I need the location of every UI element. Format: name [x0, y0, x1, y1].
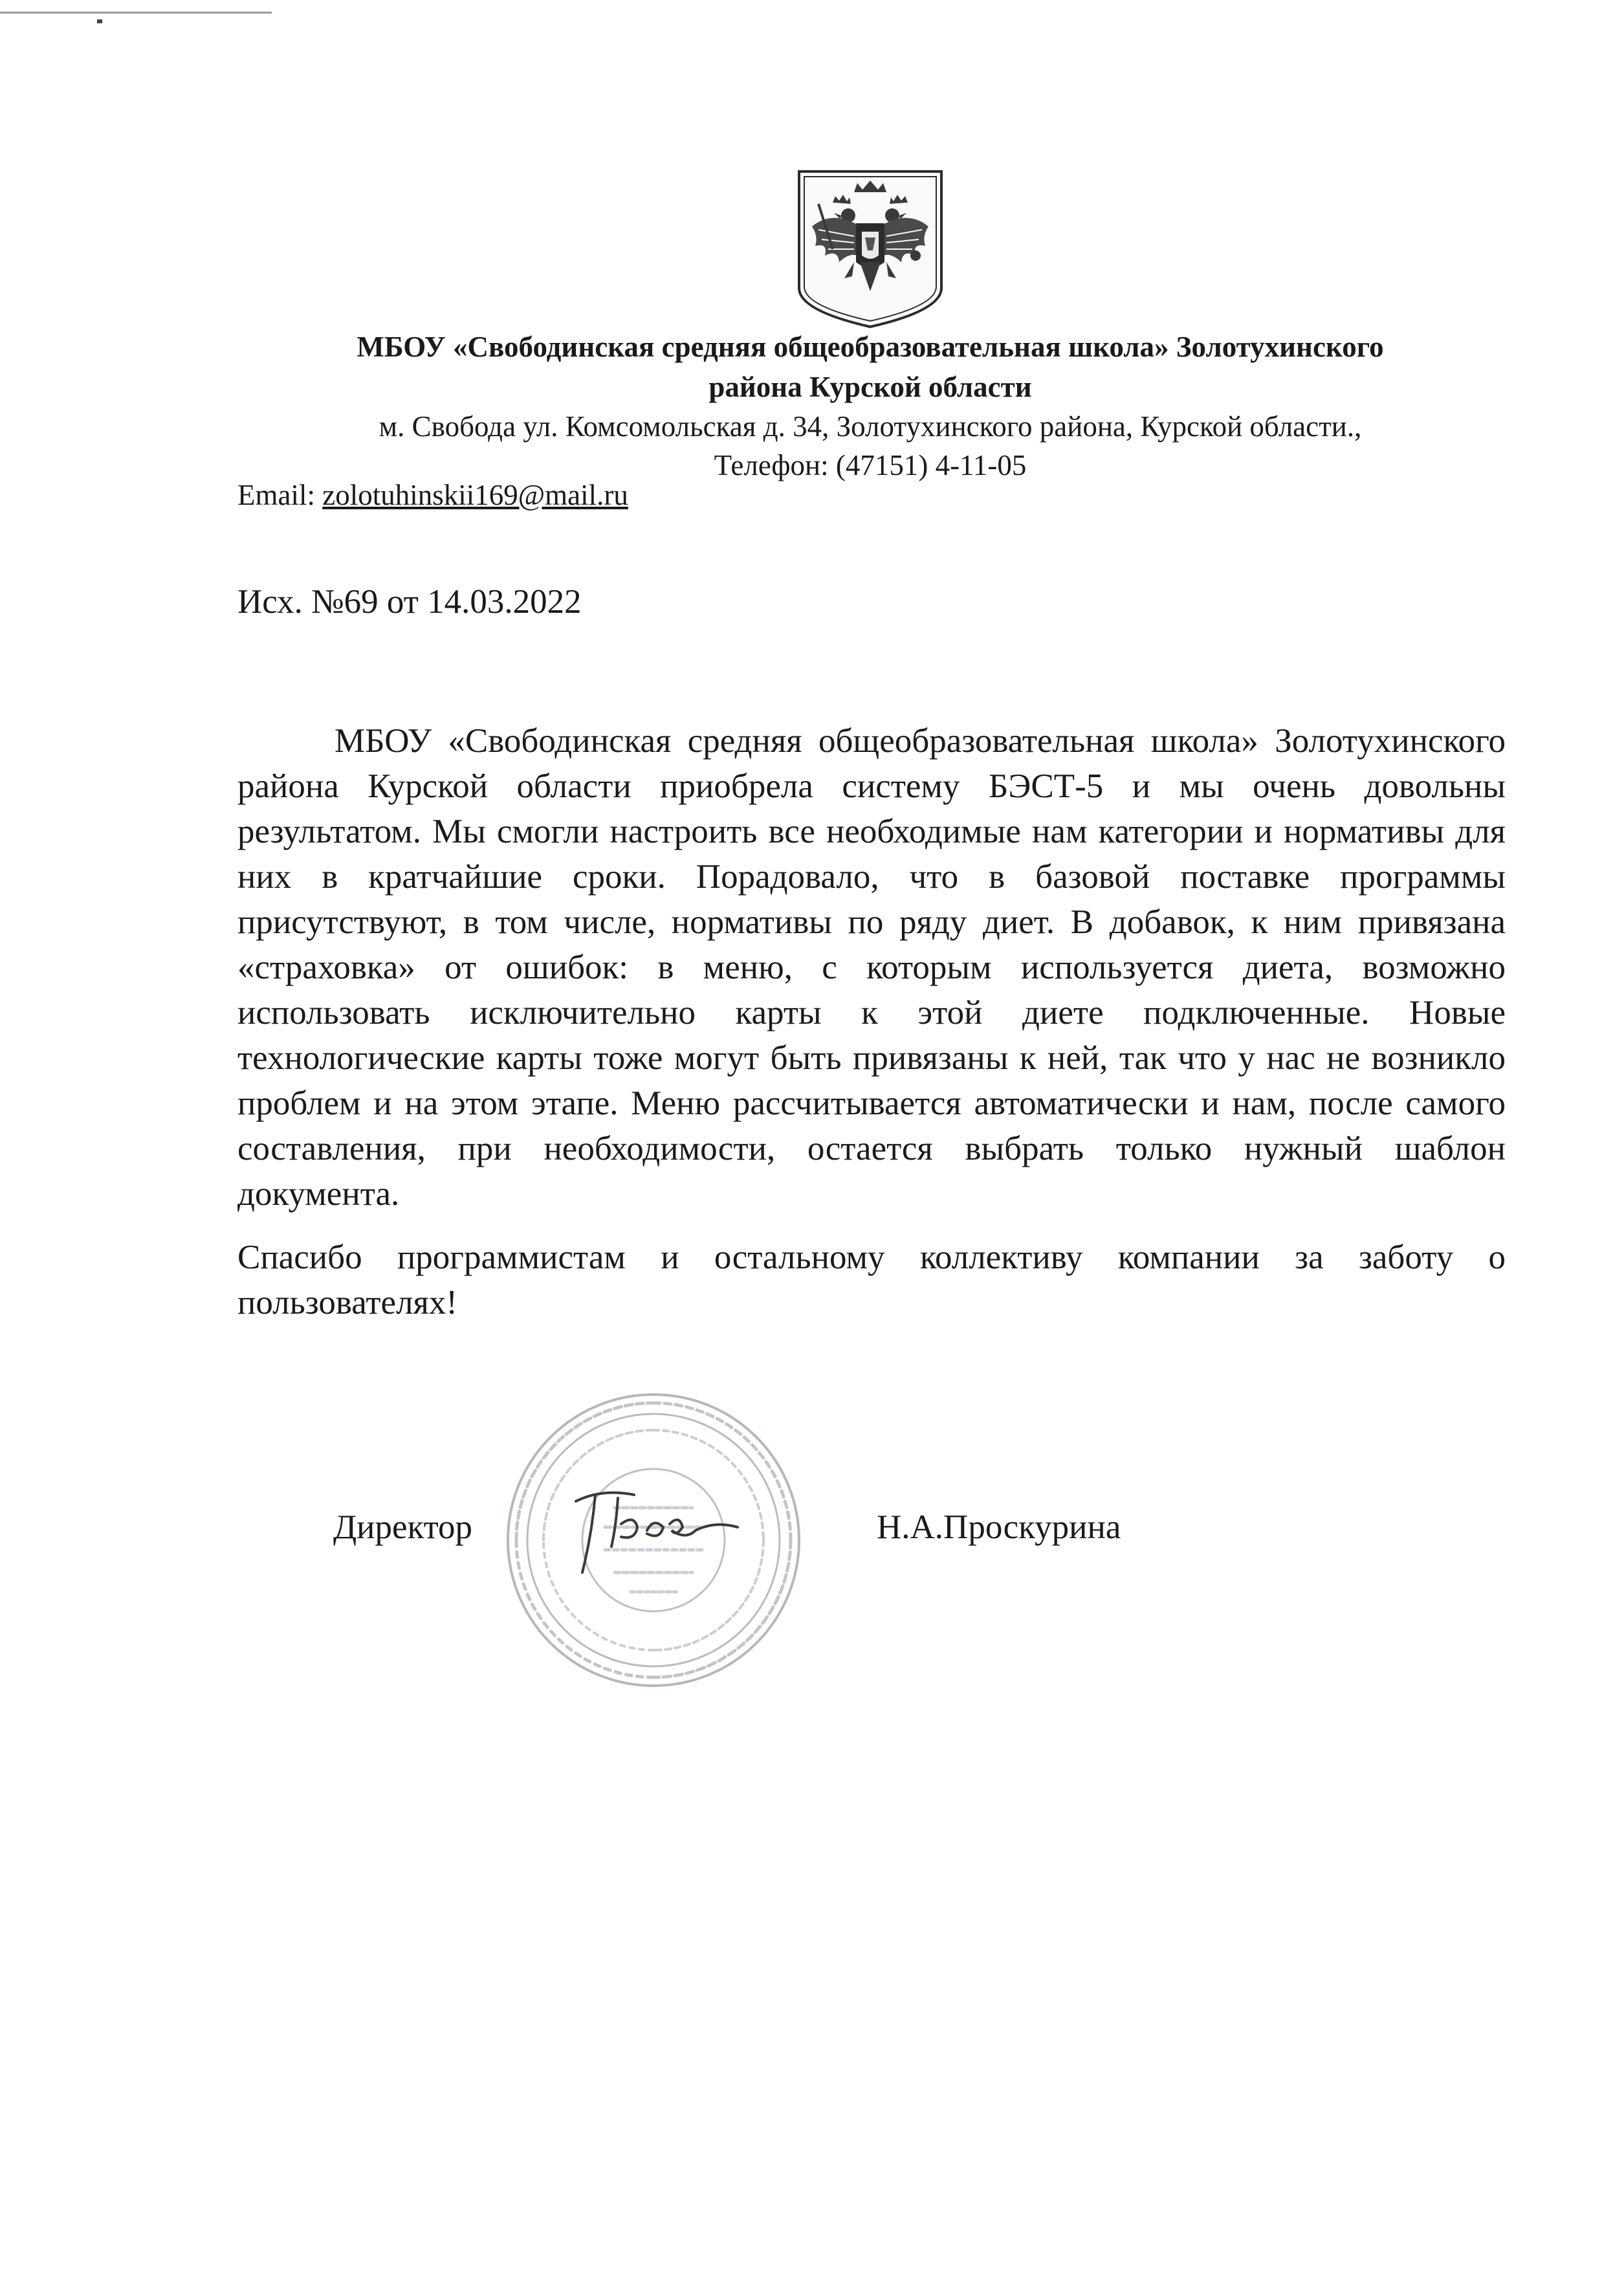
organization-address: м. Свобода ул. Комсомольская д. 34, Золотухинского района, Курской области.,	[379, 410, 1362, 443]
body-paragraph-1: МБОУ «Свободинская средняя общеобразовательная школа» Золотухинского района Курской области приобрела систему БЭСТ-5 и мы очень довольны результатом. Мы смогли настроить все необходимые нам категории и нормативы для них в кратчайшие сроки. Порадовало, что в базовой поставке программы присутствуют, в том числе, нормативы по ряду диет. В добавок, к ним привязана «страховка» от ошибок: в меню, с которым используется диета, возможно использовать исключительно карты к этой диете подключенные. Новые технологические карты тоже могут быть привязаны к ней, так что у нас не возникло проблем и на этом этапе. Меню рассчитывается автоматически и нам, после самого составления, при необходимости, остается выбрать только нужный шаблон документа.	[237, 722, 1506, 1213]
signatory-position: Директор	[333, 1508, 473, 1546]
organization-name-line-2: района Курской области	[708, 371, 1032, 403]
coat-of-arms-emblem	[793, 165, 948, 330]
body-paragraph-2: Спасибо программистам и остальному коллективу компании за заботу о пользователях!	[237, 1239, 1506, 1321]
scan-edge-line	[0, 12, 272, 14]
organization-name-line-1: МБОУ «Свободинская средняя общеобразовательная школа» Золотухинского	[357, 331, 1384, 363]
letterhead	[233, 327, 1508, 485]
organization-phone: Телефон: (47151) 4-11-05	[714, 449, 1027, 481]
signature-block	[0, 1505, 1624, 1556]
email-label: Email:	[237, 479, 323, 511]
outgoing-reference: Исх. №69 от 14.03.2022	[237, 583, 582, 621]
signatory-name: Н.А.Проскурина	[877, 1508, 1121, 1546]
email-link[interactable]: zolotuhinskii169@mail.ru	[322, 479, 628, 511]
letter-body	[237, 718, 1506, 1325]
scan-dot	[97, 19, 102, 23]
organization-email-line	[237, 476, 628, 514]
